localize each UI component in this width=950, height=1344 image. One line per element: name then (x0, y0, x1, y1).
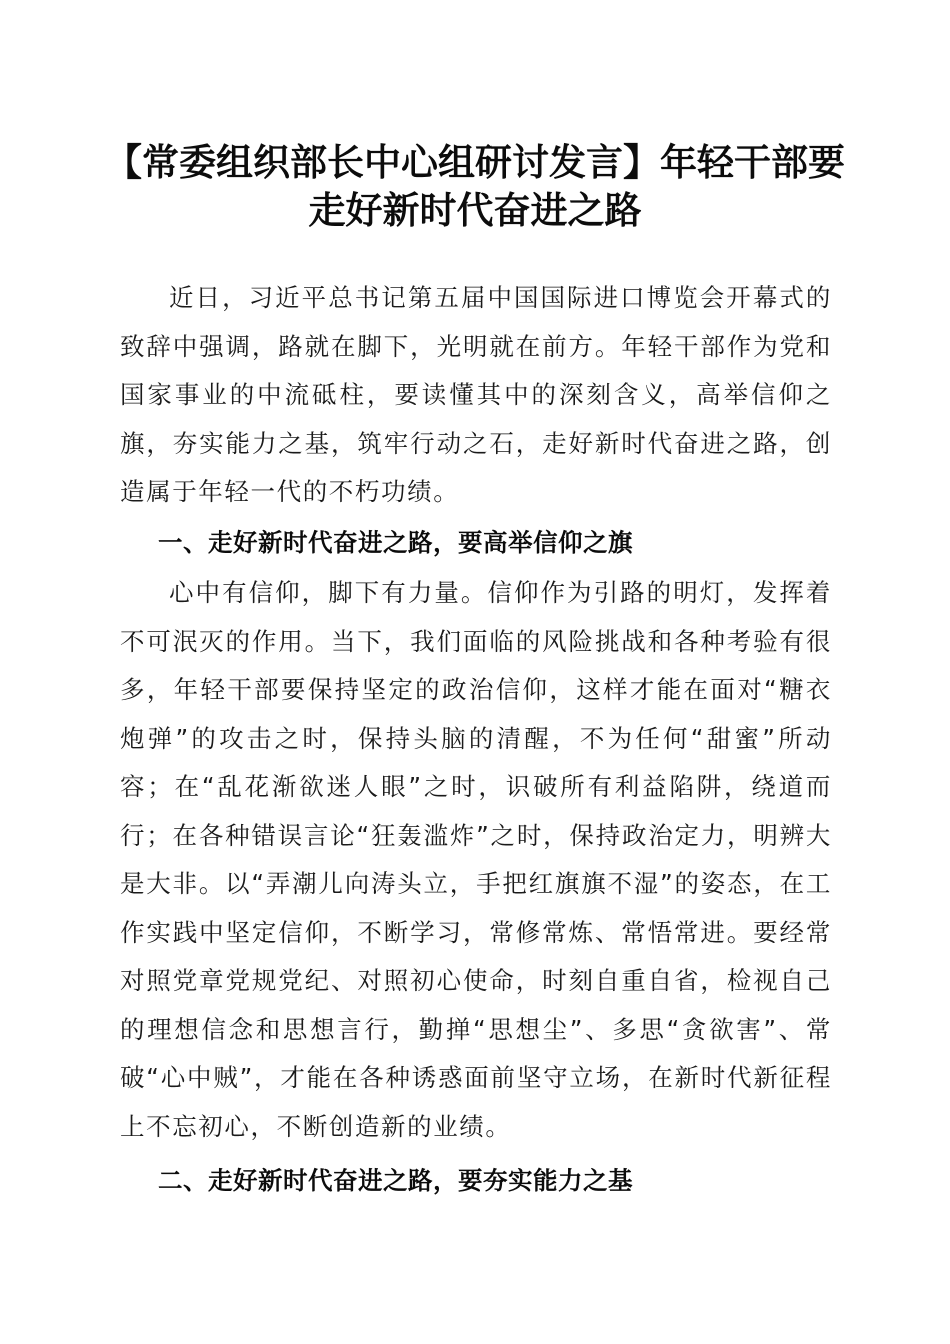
title-line-2: 走好新时代奋进之路 (308, 188, 642, 232)
document-title (100, 138, 850, 234)
paragraph-intro: 近日，习近平总书记第五届中国国际进口博览会开幕式的致辞中强调，路就在脚下，光明就在前方。年轻干部作为党和国家事业的中流砥柱，要读懂其中的深刻含义，高举信仰之旗，夯实能力之基，筑牢行动之石，走好新时代奋进之路，创造属于年轻一代的不朽功绩。 (120, 283, 832, 506)
document-body (120, 274, 832, 1206)
section-heading-1: 一、走好新时代奋进之路，要高举信仰之旗 (157, 527, 633, 557)
paragraph-section-1: 心中有信仰，脚下有力量。信仰作为引路的明灯，发挥着不可泯灭的作用。当下，我们面临的风险挑战和各种考验有很多，年轻干部要保持坚定的政治信仰，这样才能在面对“糖衣炮弹”的攻击之时，保持头脑的清醒，不为任何“甜蜜”所动容；在“乱花渐欲迷人眼”之时，识破所有利益陷阱，绕道而行；在各种错误言论“狂轰滥炸”之时，保持政治定力，明辨大是大非。以“弄潮儿向涛头立，手把红旗旗不湿”的姿态，在工作实践中坚定信仰，不断学习，常修常炼、常悟常进。要经常对照党章党规党纪、对照初心使命，时刻自重自省，检视自己的理想信念和思想言行，勤掸“思想尘”、多思“贪欲害”、常破“心中贼”，才能在各种诱惑面前坚守立场，在新时代新征程上不忘初心，不断创造新的业绩。 (120, 578, 832, 1141)
section-heading-2: 二、走好新时代奋进之路，要夯实能力之基 (157, 1166, 633, 1195)
title-line-1: 【常委组织部长中心组研讨发言】年轻干部要 (105, 140, 845, 184)
